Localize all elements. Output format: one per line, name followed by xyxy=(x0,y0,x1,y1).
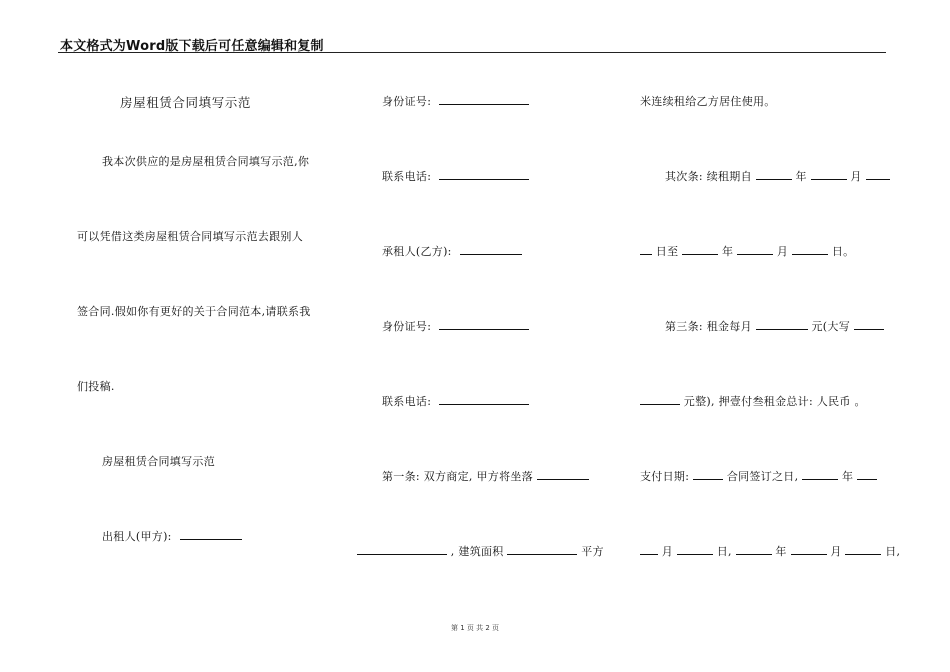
end-month-blank[interactable] xyxy=(737,243,773,255)
area-blank[interactable] xyxy=(507,543,577,555)
year-label-4: 年 xyxy=(775,545,787,558)
phone-line-1 xyxy=(382,168,529,184)
payment-line-1 xyxy=(640,468,877,484)
phone-blank-2[interactable] xyxy=(439,393,529,405)
payment-day-blank-2[interactable] xyxy=(845,543,881,555)
clause-1-text-c: 平方 xyxy=(581,545,604,558)
clause-2-line-1 xyxy=(665,168,890,184)
rent-upper-blank[interactable] xyxy=(854,318,884,330)
contract-signed-label: 合同签订之日, xyxy=(726,470,799,483)
payment-blank-1[interactable] xyxy=(693,468,723,480)
clause-3-line-1 xyxy=(665,318,884,334)
payment-month-blank-2[interactable] xyxy=(791,543,827,555)
phone-blank-1[interactable] xyxy=(439,168,529,180)
payment-line-2 xyxy=(640,543,900,559)
intro-line-2: 可以凭借这类房屋租赁合同填写示范去跟别人 xyxy=(77,230,303,243)
id-blank-2[interactable] xyxy=(439,318,529,330)
lessee-label: 承租人(乙方): xyxy=(382,245,452,258)
lessor-label: 出租人(甲方): xyxy=(102,530,172,543)
clause-1-text-b: , 建筑面积 xyxy=(450,545,504,558)
day-end-label: 日。 xyxy=(831,245,855,258)
year-label-2: 年 xyxy=(722,245,734,258)
id-label-2: 身份证号: xyxy=(382,320,432,333)
renew-year-blank[interactable] xyxy=(756,168,792,180)
renew-month-blank[interactable] xyxy=(811,168,847,180)
year-label-3: 年 xyxy=(842,470,854,483)
phone-label-1: 联系电话: xyxy=(382,170,432,183)
intro-line-1: 我本次供应的是房屋租赁合同填写示范,你 xyxy=(102,155,310,168)
phone-line-2 xyxy=(382,393,529,409)
id-number-line-1 xyxy=(382,93,529,109)
day-comma-label: 日, xyxy=(716,545,732,558)
start-day-blank[interactable] xyxy=(640,243,652,255)
month-label-3: 月 xyxy=(661,545,674,558)
document-title: 房屋租赁合同填写示范 xyxy=(120,95,252,110)
month-label: 月 xyxy=(850,170,862,183)
clause-1-line-2 xyxy=(357,543,604,559)
year-label: 年 xyxy=(795,170,807,183)
end-day-blank[interactable] xyxy=(792,243,828,255)
lessee-blank[interactable] xyxy=(460,243,522,255)
rent-upper-blank-2[interactable] xyxy=(640,393,680,405)
day-to-label: 日至 xyxy=(655,245,679,258)
lessee-line xyxy=(382,243,522,259)
renew-day-blank[interactable] xyxy=(866,168,890,180)
address-blank[interactable] xyxy=(357,543,447,555)
lessor-blank[interactable] xyxy=(180,528,242,540)
id-blank-1[interactable] xyxy=(439,93,529,105)
page-footer: 第 1 页 共 2 页 xyxy=(450,624,500,632)
end-year-blank[interactable] xyxy=(682,243,718,255)
phone-label-2: 联系电话: xyxy=(382,395,432,408)
yuan-whole-text: 元整), 押壹付叁租金总计: 人民币 。 xyxy=(683,395,866,408)
month-label-2: 月 xyxy=(776,245,789,258)
document-header xyxy=(58,35,886,53)
payment-date-label: 支付日期: xyxy=(640,470,690,483)
col3-line-1: 米连续租给乙方居住使用。 xyxy=(640,95,776,108)
location-blank[interactable] xyxy=(537,468,589,480)
lessor-line xyxy=(102,528,242,544)
intro-line-4: 们投稿. xyxy=(77,380,115,393)
intro-line-3: 签合同.假如你有更好的关于合同范本,请联系我 xyxy=(77,305,311,318)
payment-year-blank[interactable] xyxy=(802,468,838,480)
day-comma-label-2: 日, xyxy=(885,545,901,558)
clause-1-line-1 xyxy=(382,468,589,484)
yuan-upper-label: 元(大写 xyxy=(811,320,850,333)
payment-day-blank[interactable] xyxy=(677,543,713,555)
monthly-rent-blank[interactable] xyxy=(756,318,808,330)
id-label-1: 身份证号: xyxy=(382,95,432,108)
clause-1-text-a: 第一条: 双方商定, 甲方将坐落 xyxy=(382,470,533,483)
payment-trail-blank[interactable] xyxy=(857,468,877,480)
clause-2-line-2 xyxy=(640,243,854,259)
month-label-4: 月 xyxy=(830,545,842,558)
clause-2-text: 其次条: 续租期自 xyxy=(665,170,752,183)
clause-3-line-2 xyxy=(640,393,866,409)
header-text: 本文格式为Word版下载后可任意编辑和复制 xyxy=(60,39,324,54)
section-subtitle: 房屋租赁合同填写示范 xyxy=(102,455,215,468)
clause-3-text: 第三条: 租金每月 xyxy=(665,320,752,333)
payment-lead-blank[interactable] xyxy=(640,543,658,555)
payment-year-blank-2[interactable] xyxy=(736,543,772,555)
id-number-line-2 xyxy=(382,318,529,334)
